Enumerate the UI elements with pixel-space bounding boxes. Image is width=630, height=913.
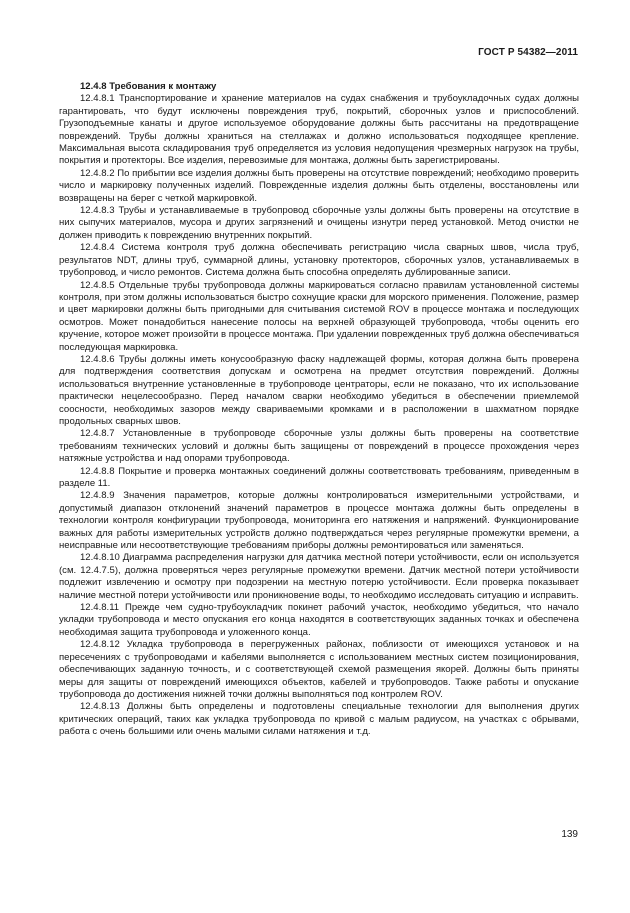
paragraph-12-4-8-11: 12.4.8.11 Прежде чем судно-трубоукладчик покинет рабочий участок, необходимо убедиться, что начало укладки трубопровода и место опускания его конца находятся в соответствующих заданных точках и обеспечена необходимая защита трубопровода и уложенного конца. — [59, 602, 579, 638]
paragraph-12-4-8-4: 12.4.8.4 Система контроля труб должна обеспечивать регистрацию числа сварных швов, числа труб, результатов NDT, длины труб, суммарной длины, установку протекторов, сборочных узлов, устанавливаемых в трубопровод, и число ремонтов. Система должна быть способна определять дублированные записи. — [59, 242, 579, 279]
paragraph-12-4-8-7: 12.4.8.7 Установленные в трубопроводе сборочные узлы должны быть проверены на соответствие требованиям технических условий и должны быть защищены от повреждений в процессе прохождения через натяжные устройства и над опорами трубопровода. — [59, 428, 579, 465]
paragraph-12-4-8-5: 12.4.8.5 Отдельные трубы трубопровода должны маркироваться согласно правилам установленной системы контроля, при этом должны использоваться быстро сохнущие краски для морского применения. Положение, размер и цвет маркировки должны быть пригодными для считывания системой ROV в процессе монтажа и последующих осмотров. Может понадобиться нанесение полосы на верхней образующей трубопровода, чтобы оценить его кручение, которое может произойти в процессе монтажа. При удалении поврежденных труб должна обеспечиваться последующая маркировка. — [59, 279, 579, 353]
paragraph-12-4-8-10: 12.4.8.10 Диаграмма распределения нагрузки для датчика местной потери устойчивости, если он используется (см. 12.4.7.5), должна проверяться через регулярные промежутки времени. Датчик местной потери устойчивости подлежит извлечению и осмотру при подозрении на местную потерю устойчивости. Если проверка показывает наличие местной потери устойчивости или проникновение воды, то необходимо исследовать ситуацию и исправить. — [59, 552, 579, 601]
paragraph-12-4-8-9: 12.4.8.9 Значения параметров, которые должны контролироваться измерительными устройствами, и допустимый диапазон отклонений значений параметров в процессе монтажа должны быть определены в технологии контроля конфигурации трубопровода, мониторинга его натяжения и напряжений. Функционирование важных для работы измерительных устройств должно подтверждаться через регулярные промежутки времени, а неисправные или несоответствующие требованиям приборы должны ремонтироваться или заменяться. — [59, 490, 579, 552]
paragraph-12-4-8-12: 12.4.8.12 Укладка трубопровода в перегруженных районах, поблизости от имеющихся установок и на пересечениях с трубопроводами и кабелями выполняется с использованием местных систем позиционирования, обеспечивающих заданную точность, и с соответствующей схемой размещения якорей. Должны быть приняты меры для защиты от повреждений имеющихся объектов, кабелей и трубопроводов. Также работы и опускание трубопровода до достижения нижней точки должны выполняться под контролем ROV. — [59, 639, 579, 700]
paragraph-12-4-8-2: 12.4.8.2 По прибытии все изделия должны быть проверены на отсутствие повреждений; необходимо проверить число и маркировку полученных изделий. Поврежденные изделия должны быть отделены, восстановлены или возвращены на берег с четкой маркировкой. — [59, 167, 579, 204]
paragraph-12-4-8-13: 12.4.8.13 Должны быть определены и подготовлены специальные технологии для выполнения других критических операций, таких как укладка трубопровода по кривой с малым радиусом, на участках с обрывами, работа с очень большими или очень малыми силами натяжения и т.д. — [59, 701, 579, 738]
paragraph-12-4-8-3: 12.4.8.3 Трубы и устанавливаемые в трубопровод сборочные узлы должны быть проверены на отсутствие в них сыпучих материалов, мусора и других загрязнений и очищены изнутри перед установкой. Метод очистки не должен приводить к повреждению внутренних покрытий. — [59, 205, 579, 241]
standard-designation: ГОСТ Р 54382—2011 — [478, 47, 578, 58]
paragraph-12-4-8-1: 12.4.8.1 Транспортирование и хранение материалов на судах снабжения и трубоукладочных судах должны гарантировать, что будут исключены повреждения труб, покрытий, сборочных узлов и приспособлений. Грузоподъемные канаты и другое используемое оборудование должны быть рассчитаны на предотвращение повреждений. Трубы должны храниться на стеллажах и должно использоваться подходящее крепление. Максимальная высота складирования труб определяется из условия недопущения чрезмерных нагрузок на трубы, покрытия и протекторы. Все изделия, перевозимые для монтажа, должны быть зарегистрированы. — [59, 93, 579, 167]
paragraph-12-4-8-6: 12.4.8.6 Трубы должны иметь конусообразную фаску надлежащей формы, которая должна быть проверена для подтверждения соответствия допускам и осмотрена на предмет отсутствия повреждений. Должны использоваться внутренние установленные в трубопроводе центраторы, если не показано, что их использование практически нецелесообразно. Перед началом сварки необходимо убедиться в обеспечении приемлемой соосности, необходимых зазоров между свариваемыми кромками и в расположении в шахматном порядке продольных сварных швов. — [59, 353, 579, 427]
paragraph-12-4-8-8: 12.4.8.8 Покрытие и проверка монтажных соединений должны соответствовать требованиям, приведенным в разделе 11. — [59, 465, 579, 489]
page-number: 139 — [561, 829, 578, 840]
document-body — [59, 81, 579, 739]
section-heading: 12.4.8 Требования к монтажу — [80, 81, 217, 92]
